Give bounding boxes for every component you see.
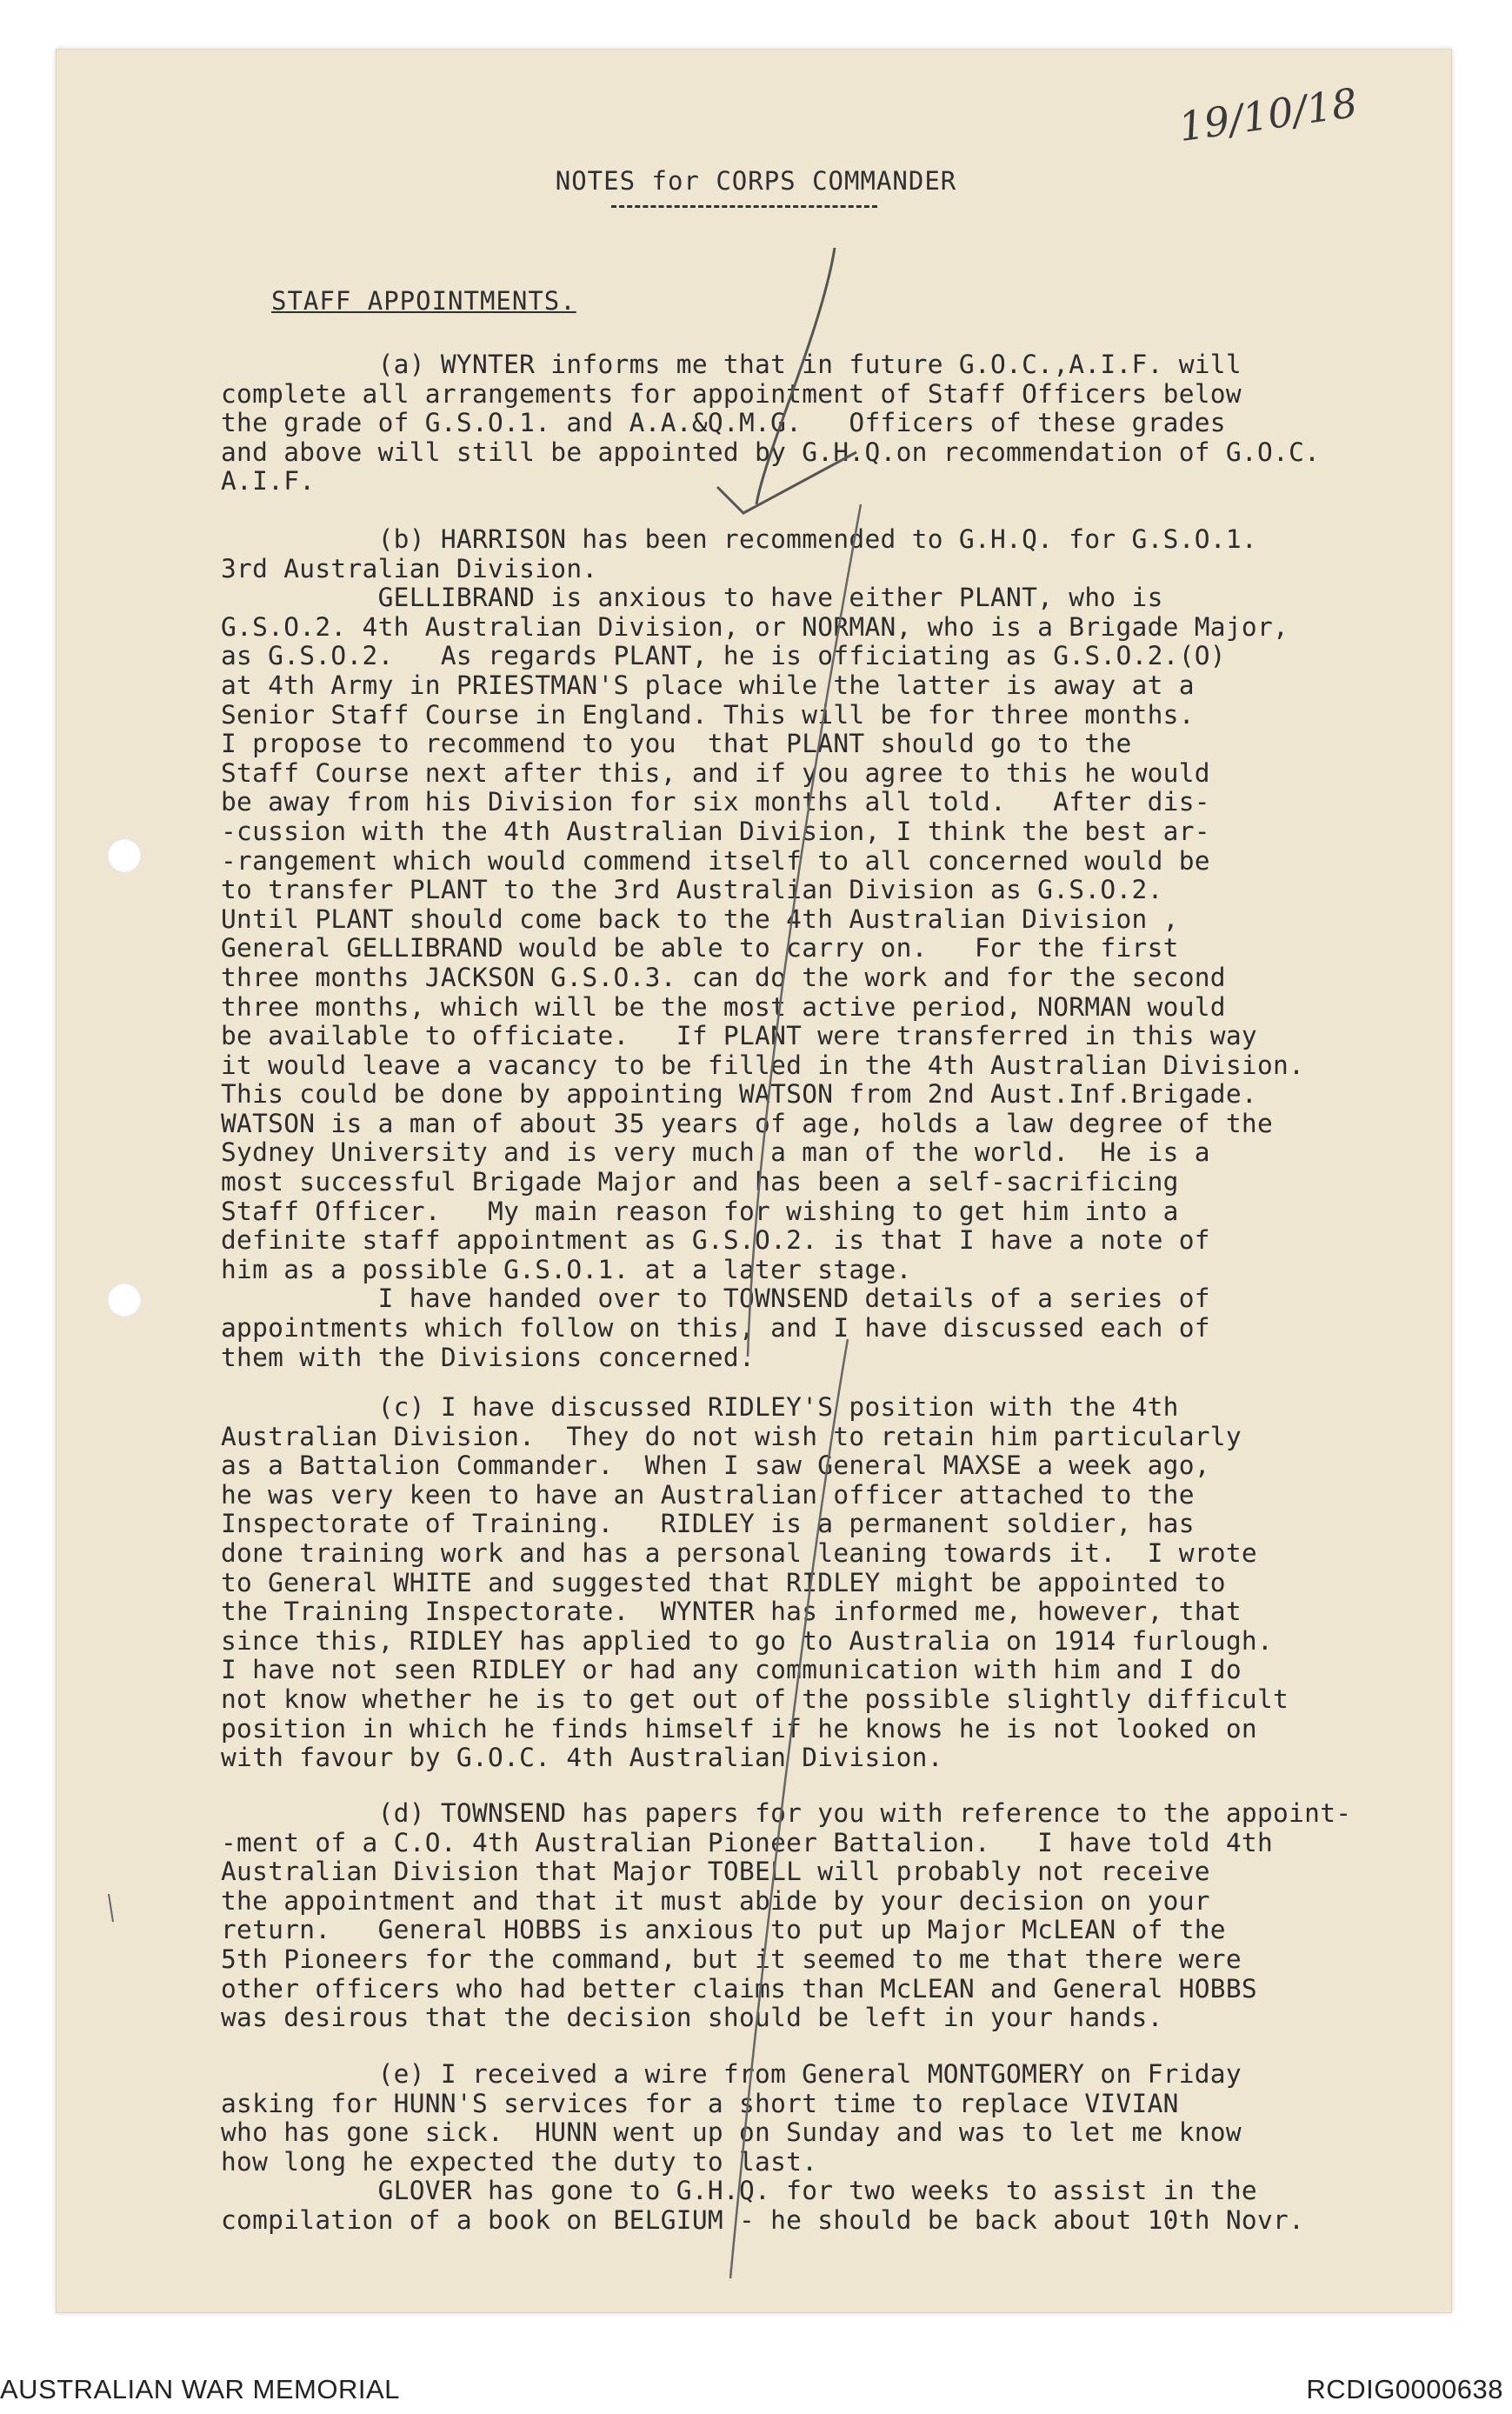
paragraph-e: (e) I received a wire from General MONTGOMERY on Friday asking for HUNN'S services for a short time to replace VIVIAN who has gone sick. HUNN went up on Sunday and was to let me know how long he expected the duty to last. GLOVER has gone to G.H.Q. for two weeks to assist in the compilation of a book on BELGIUM - he should be back about 10th Novr. [221,2059,1305,2235]
paragraph-c: (c) I have discussed RIDLEY'S position with the 4th Australian Division. They do not wish to retain him particularly as a Battalion Commander. When I saw General MAXSE a week ago, he was very keen to have an Australian officer attached to the Inspectorate of Training. RIDLEY is a permanent soldier, has done training work and has a personal leaning towards it. I wrote to General WHITE and suggested that RIDLEY might be appointed to the Training Inspectorate. WYNTER has informed me, however, that since this, RIDLEY has applied to go to Australia on 1914 furlough. I have not seen RIDLEY or had any communication with him and I do not know whether he is to get out of the possible slightly difficult position in which he finds himself if he knows he is not looked on with favour by G.O.C. 4th Australian Division. [221,1392,1289,1773]
check-mark [756,248,835,504]
institution-label: AUSTRALIAN WAR MEMORIAL [0,2374,400,2404]
check-mark [717,452,856,513]
handwritten-date: 19/10/18 [1176,78,1361,151]
catalogue-id: RCDIG0000638 [1306,2374,1503,2404]
margin-mark [109,1894,113,1922]
paragraph-d: (d) TOWNSEND has papers for you with reference to the appoint- -ment of a C.O. 4th Australian Pioneer Battalion. I have told 4th Australian Division that Major TOBELL will probably not receive the appointment and that it must abide by your decision on your return. General HOBBS is anxious to put up Major McLEAN of the 5th Pioneers for the command, but it seemed to me that there were other officers who had better claims than McLEAN and General HOBBS was desirous that the decision should be left in your hands. [221,1798,1352,2033]
check-mark [730,1339,848,2278]
paragraph-a: (a) WYNTER informs me that in future G.O.C.,A.I.F. will complete all arrangements for appointment of Staff Officers below the grade of G.S.O.1. and A.A.&Q.M.G. Officers of these grades and above will still be appointed by G.H.Q.on recommendation of G.O.C. A.I.F. [221,350,1321,497]
check-mark [748,504,861,1357]
paragraph-b: (b) HARRISON has been recommended to G.H.Q. for G.S.O.1. 3rd Australian Division. GELLIBRAND is anxious to have either PLANT, who is G.S.O.2. 4th Australian Division, or NORMAN, who is a Brigade Major, as G.S.O.2. As regards PLANT, he is officiating as G.S.O.2.(O) at 4th Army in PRIESTMAN'S place while the latter is away at a Senior Staff Course in England. This will be for three months. I propose to recommend to you that PLANT should go to the Staff Course next after this, and if you agree to this he would be away from his Division for six months all told. After dis- -cussion with the 4th Australian Division, I think the best ar- -rangement which would commend itself to all concerned would be to transfer PLANT to the 3rd Australian Division as G.S.O.2. Until PLANT should come back to the 4th Australian Division , General GELLIBRAND would be able to carry on. For the first three months JACKSON G.S.O.3. can do the work and for the second three months, which will be the most active period, NORMAN would be available to officiate. If PLANT were transferred in this way it would leave a vacancy to be filled in the 4th Australian Division. This could be done by appointing WATSON from 2nd Aust.Inf.Brigade. WATSON is a man of about 35 years of age, holds a law degree of the Sydney University and is very much a man of the world. He is a most successful Brigade Major and has been a self-sacrificing Staff Officer. My main reason for wishing to get him into a definite staff appointment as G.S.O.2. is that I have a note of him as a possible G.S.O.1. at a later stage. I have handed over to TOWNSEND details of a series of appointments which follow on this, and I have discussed each of them with the Divisions concerned. [221,524,1305,1372]
document-title: NOTES for CORPS COMMANDER [555,166,957,196]
section-title: STAFF APPOINTMENTS. [271,286,576,316]
